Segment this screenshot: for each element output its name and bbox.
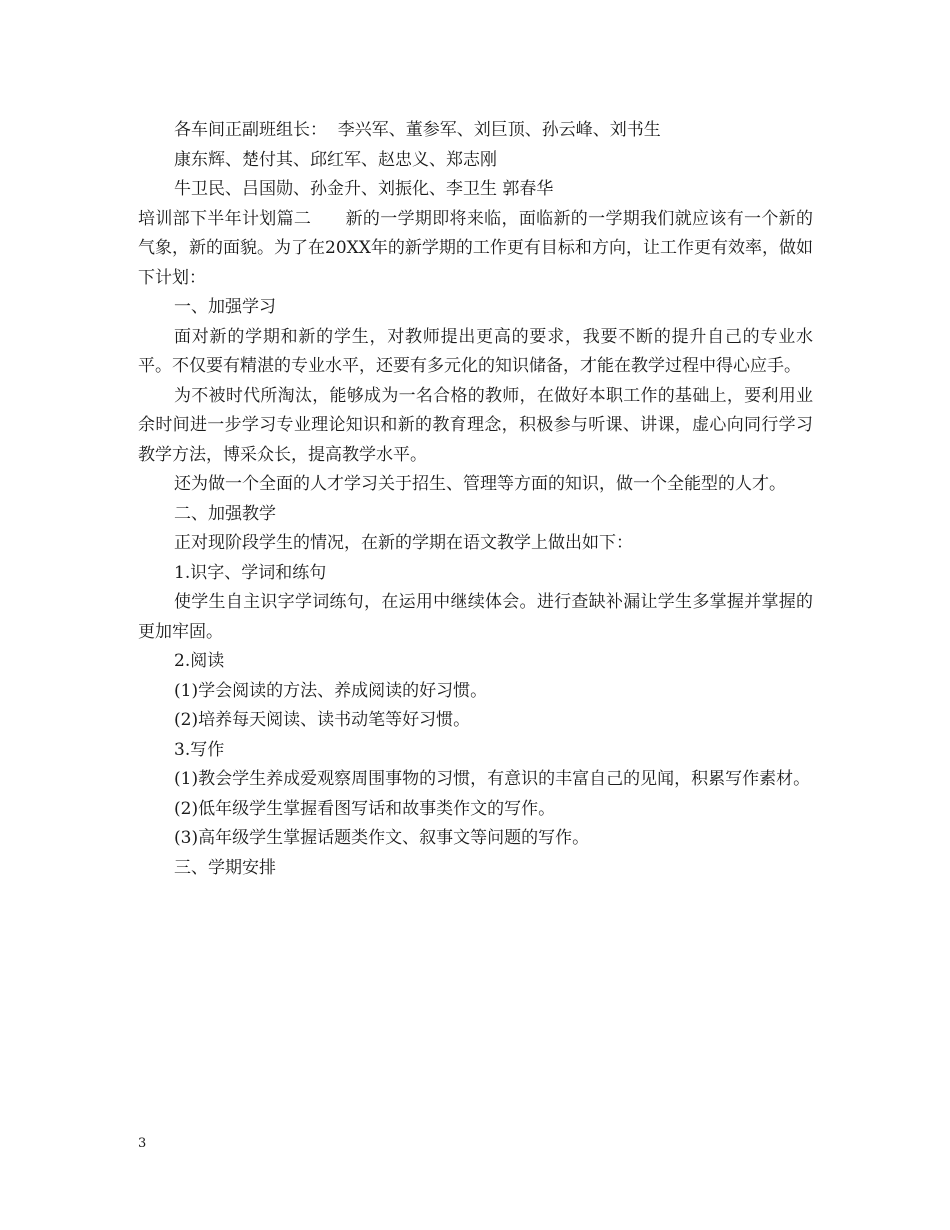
- item-literacy-heading: 1.识字、学词和练句: [174, 562, 327, 583]
- paragraph-teaching-plan: 正对现阶段学生的情况，在新的学期在语文教学上做出如下：: [174, 533, 633, 553]
- names-line-2: 康东辉、楚付其、邱红军、赵忠义、郑志刚: [174, 149, 497, 170]
- section-heading-schedule: 三、学期安排: [174, 857, 276, 878]
- plan-intro-paragraph: 培训部下半年计划篇二 新的一学期即将来临，面临新的一学期我们就应该有一个新的气象，新的面貌。为了在20XX年的新学期的工作更有目标和方向，让工作更有效率，做如下计划：: [138, 208, 813, 288]
- reading-point-2: (2)培养每天阅读、读书动笔等好习惯。: [174, 710, 471, 730]
- paragraph-literacy: 使学生自主识字学词练句，在运用中继续体会。进行查缺补漏让学生多掌握并掌握的更加牢固。: [138, 592, 813, 642]
- paragraph-professional-level: 面对新的学期和新的学生，对教师提出更高的要求，我要不断的提升自己的专业水平。不仅要有精湛的专业水平，还要有多元化的知识储备，才能在教学过程中得心应手。: [138, 326, 813, 376]
- section-heading-study: 一、加强学习: [174, 297, 276, 317]
- writing-point-2: (2)低年级学生掌握看图写话和故事类作文的写作。: [174, 798, 556, 819]
- paragraph-learning-theory: 为不被时代所淘汰，能够成为一名合格的教师，在做好本职工作的基础上，要利用业余时间进一步学习专业理论知识和新的教育理念，积极参与听课、讲课，虚心向同行学习教学方法，博采众长，提高教学水平。: [138, 385, 813, 465]
- section-heading-teaching: 二、加强教学: [174, 503, 276, 524]
- names-line-3: 牛卫民、吕国勋、孙金升、刘振化、李卫生 郭春华: [174, 179, 554, 199]
- reading-point-1: (1)学会阅读的方法、养成阅读的好习惯。: [174, 680, 488, 701]
- paragraph-well-rounded: 还为做一个全面的人才学习关于招生、管理等方面的知识，做一个全能型的人才。: [174, 474, 786, 494]
- team-leaders-line: 各车间正副班组长： 李兴军、董参军、刘巨顶、孙云峰、刘书生: [174, 120, 661, 140]
- page-number: 3: [138, 1136, 147, 1151]
- document-body: [138, 116, 813, 883]
- item-reading-heading: 2.阅读: [174, 651, 225, 671]
- writing-point-3: (3)高年级学生掌握话题类作文、叙事文等问题的写作。: [174, 828, 590, 848]
- item-writing-heading: 3.写作: [174, 739, 225, 760]
- writing-point-1: (1)教会学生养成爱观察周围事物的习惯，有意识的丰富自己的见闻，积累写作素材。: [174, 769, 811, 789]
